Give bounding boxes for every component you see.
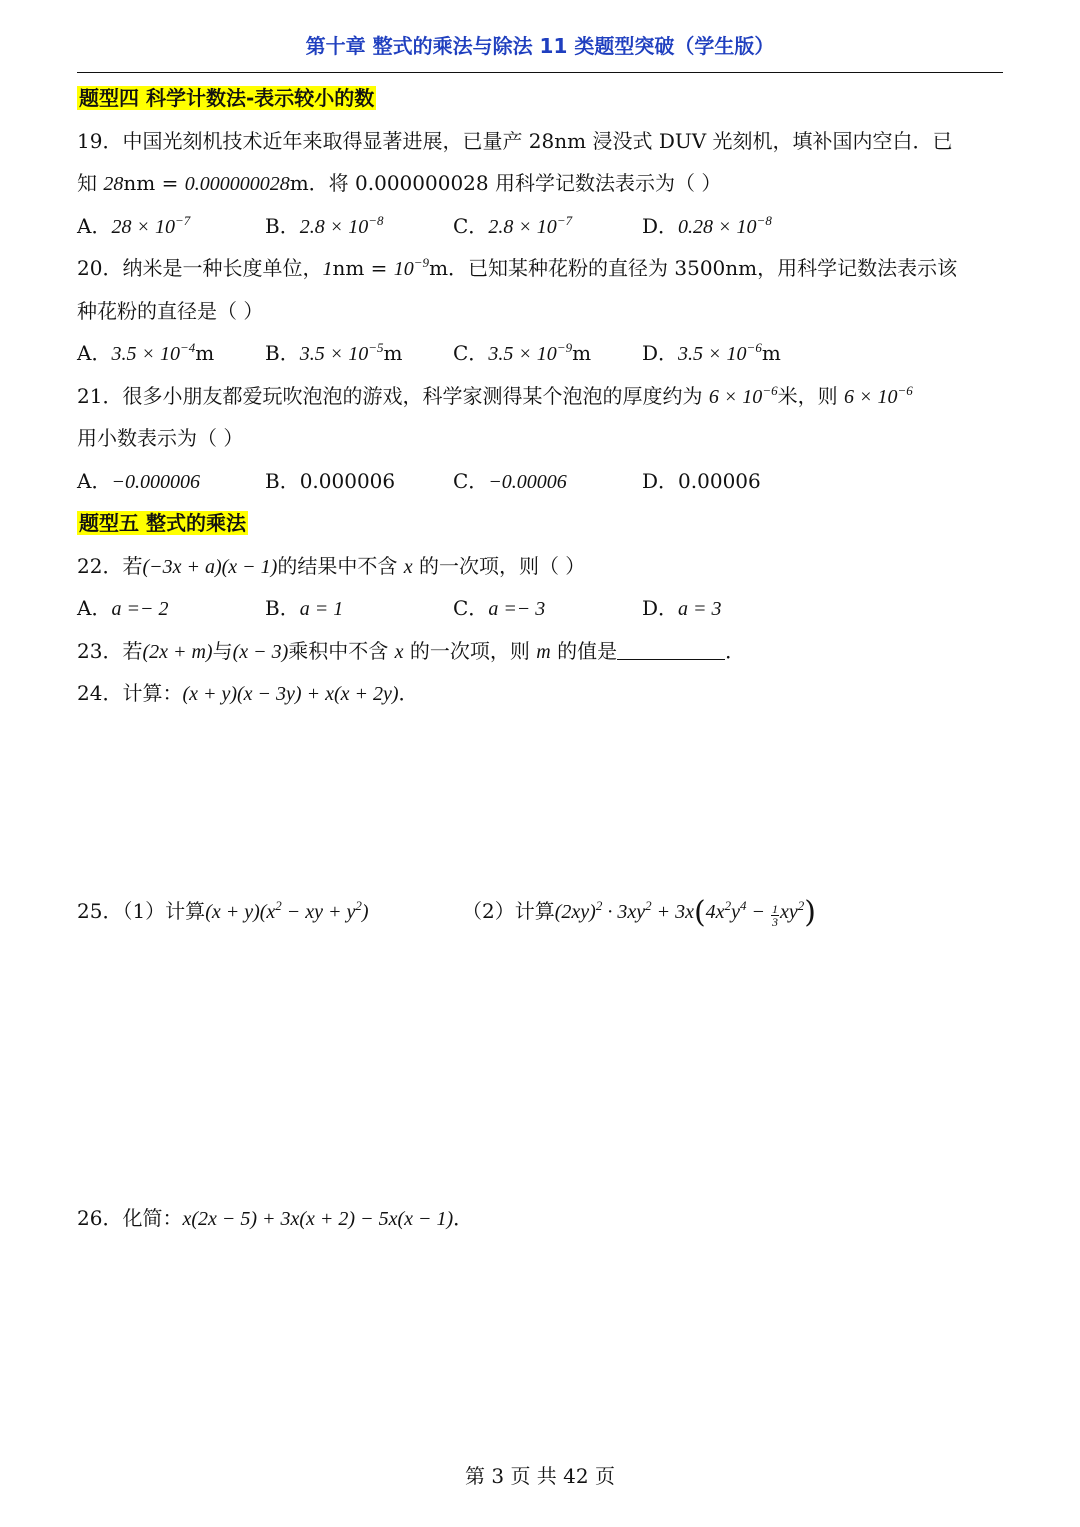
q23-text-b: 与 <box>212 639 233 663</box>
q22-option-c[interactable] <box>453 593 545 624</box>
q25-exp-f2: 2 <box>645 898 652 913</box>
q25-exp-2: 2 <box>355 898 362 913</box>
q20-text-b: nm = <box>332 256 394 280</box>
q23-expr-2: (x − 3) <box>232 641 289 663</box>
option-base: 28 × 10 <box>111 216 175 238</box>
option-value: −0.000006 <box>111 471 200 493</box>
q26-expression: x(2x − 5) + 3x(x + 2) − 5x(x − 1) <box>182 1208 454 1230</box>
option-label: C． <box>453 596 489 620</box>
q20-option-b[interactable] <box>265 338 402 369</box>
q22-option-b[interactable] <box>265 593 343 624</box>
q23-answer-blank[interactable] <box>617 639 725 660</box>
option-value: a =− 3 <box>488 598 546 620</box>
section-5-label: 题型五 整式的乘法 <box>79 511 246 535</box>
q26-text-b: ． <box>453 1206 474 1230</box>
option-exponent: −9 <box>556 340 573 355</box>
option-exponent: −7 <box>556 213 573 228</box>
q25-expr-part-3: ) <box>361 901 369 923</box>
q20-text-c: m．已知某种花粉的直径为 3500nm，用科学记数法表示该 <box>429 256 958 280</box>
q20-exponent: −9 <box>413 255 430 270</box>
question-24 <box>77 678 419 709</box>
question-25 <box>77 896 369 927</box>
q25-left-paren: ( <box>693 895 706 930</box>
q21-math-2: 6 × 10 <box>843 386 898 408</box>
page-header-title: 第十章 整式的乘法与除法 11 类题型突破（学生版） <box>305 34 775 58</box>
q21-exponent-1: −6 <box>762 383 778 398</box>
option-label: B． <box>265 214 300 238</box>
q22-text-a: 22．若 <box>77 554 143 578</box>
option-unit: m <box>572 341 592 365</box>
q25-exp-1: 2 <box>275 898 282 913</box>
option-exponent: −4 <box>179 340 196 355</box>
option-base: 3.5 × 10 <box>488 343 557 365</box>
q19-math-decimal: 0.000000028 <box>184 173 290 195</box>
option-label: C． <box>453 341 489 365</box>
q25-text-b: （2）计算 <box>462 899 555 923</box>
option-value: −0.00006 <box>488 471 567 493</box>
option-label: B． <box>265 341 300 365</box>
q21-option-d[interactable] <box>642 466 761 496</box>
question-26 <box>77 1203 473 1234</box>
option-base: 0.28 × 10 <box>678 216 757 238</box>
option-label: D． <box>642 469 679 493</box>
question-19-line-2 <box>77 168 721 199</box>
q19-option-d[interactable] <box>642 211 772 242</box>
q22-expression: (−3x + a)(x − 1) <box>142 556 278 578</box>
q21-option-c[interactable] <box>453 466 567 497</box>
q25-exp-f1: 2 <box>595 898 603 913</box>
option-exponent: −8 <box>368 213 384 228</box>
q25-expr-part-2: − xy + y <box>281 901 356 923</box>
question-23 <box>77 636 745 667</box>
q25-exp-f5: 2 <box>797 898 805 913</box>
option-base: 3.5 × 10 <box>299 343 369 365</box>
option-label: D． <box>642 596 679 620</box>
q21-exponent-2: −6 <box>897 383 913 398</box>
q22-text-b: 的结果中不含 <box>277 554 404 578</box>
option-value: 0.000006 <box>299 469 396 493</box>
q25-text-a: 25．（1）计算 <box>77 899 206 923</box>
question-21-line-2: 用小数表示为（ ） <box>77 426 244 450</box>
question-25-part-2 <box>462 896 816 928</box>
q22-text-c: 的一次项，则（ ） <box>412 554 586 578</box>
q20-text-a: 20．纳米是一种长度单位， <box>77 256 323 280</box>
q19-option-a[interactable] <box>77 211 190 242</box>
q21-option-b[interactable] <box>265 466 395 496</box>
q21-option-a[interactable] <box>77 466 200 497</box>
q23-text-c: 乘积中不含 <box>288 639 395 663</box>
option-value: a = 1 <box>299 598 344 620</box>
q19-text-a: 知 <box>77 171 104 195</box>
q21-text-b: 米，则 <box>777 384 844 408</box>
q25-expr-n6: − <box>746 901 770 923</box>
option-value: a = 3 <box>678 598 722 620</box>
option-label: C． <box>453 469 489 493</box>
q21-math-1: 6 × 10 <box>708 386 763 408</box>
question-22-line-1 <box>77 551 585 582</box>
q25-exp-f4: 4 <box>739 898 747 913</box>
q25-exp-f3: 2 <box>724 898 732 913</box>
q19-text-b: nm = <box>123 171 185 195</box>
option-label: A． <box>77 469 112 493</box>
option-label: B． <box>265 596 300 620</box>
q20-option-c[interactable] <box>453 338 591 369</box>
q23-text-f: ． <box>725 639 746 663</box>
option-label: A． <box>77 214 112 238</box>
q21-text-a: 21．很多小朋友都爱玩吹泡泡的游戏，科学家测得某个泡泡的厚度约为 <box>77 384 709 408</box>
q26-text-a: 26．化简： <box>77 1206 183 1230</box>
option-label: D． <box>642 214 679 238</box>
option-unit: m <box>195 341 215 365</box>
q22-option-a[interactable] <box>77 593 168 624</box>
option-unit: m <box>761 341 781 365</box>
option-exponent: −7 <box>174 213 191 228</box>
q24-text-b: ． <box>398 681 419 705</box>
q20-math-10: 10 <box>393 258 414 280</box>
option-label: B． <box>265 469 300 493</box>
option-exponent: −5 <box>368 340 384 355</box>
q23-text-a: 23．若 <box>77 639 143 663</box>
q20-option-d[interactable] <box>642 338 781 369</box>
q25-fraction <box>771 903 779 928</box>
q19-option-c[interactable] <box>453 211 572 242</box>
q22-var-x: x <box>403 556 413 578</box>
fraction-denominator: 3 <box>771 915 778 929</box>
option-unit: m <box>383 341 403 365</box>
q25-expr-n3: + 3x <box>651 901 694 923</box>
q19-text-c: m．将 0.000000028 用科学记数法表示为（ ） <box>289 171 722 195</box>
q25-right-paren: ) <box>804 895 816 930</box>
question-20-line-2: 种花粉的直径是（ ） <box>77 299 264 323</box>
option-base: 2.8 × 10 <box>299 216 369 238</box>
option-value: 0.00006 <box>678 469 761 493</box>
option-label: D． <box>642 341 679 365</box>
q23-expr-1: (2x + m) <box>142 641 213 663</box>
option-label: C． <box>453 214 489 238</box>
option-exponent: −8 <box>756 213 772 228</box>
section-heading-4 <box>77 82 376 114</box>
question-19-line-1: 19．中国光刻机技术近年来取得显著进展，已量产 28nm 浸没式 DUV 光刻机，填补国内空白．已 <box>77 129 953 153</box>
q25-expr-n7: xy <box>779 901 798 923</box>
question-20-line-1 <box>77 253 957 284</box>
option-label: A． <box>77 596 112 620</box>
q24-expression: (x + y)(x − 3y) + x(x + 2y) <box>182 683 399 705</box>
question-21-line-1 <box>77 381 913 412</box>
option-value: a =− 2 <box>111 598 169 620</box>
q23-var-x: x <box>394 641 404 663</box>
q20-option-a[interactable] <box>77 338 214 369</box>
q20-math-1: 1 <box>322 258 333 280</box>
section-4-label: 题型四 科学计数法-表示较小的数 <box>79 86 375 110</box>
q23-var-m: m <box>536 641 551 663</box>
q25-expr-n2: · 3xy <box>602 901 646 923</box>
option-label: A． <box>77 341 112 365</box>
q23-text-d: 的一次项，则 <box>403 639 537 663</box>
q25-expr-n1: (2xy) <box>554 901 596 923</box>
q25-expr-part-1: (x + y)(x <box>205 901 276 923</box>
q19-option-b[interactable] <box>265 211 383 242</box>
q25-expr-n4: 4x <box>705 901 725 923</box>
page-footer: 第 3 页 共 42 页 <box>465 1464 615 1488</box>
section-heading-5 <box>77 507 248 539</box>
q25-expr-n5: y <box>731 901 740 923</box>
option-base: 3.5 × 10 <box>111 343 180 365</box>
q23-text-e: 的值是 <box>550 639 618 663</box>
option-base: 2.8 × 10 <box>488 216 557 238</box>
fraction-numerator: 1 <box>771 902 778 916</box>
q22-option-d[interactable] <box>642 593 722 624</box>
q24-text-a: 24．计算： <box>77 681 183 705</box>
q19-math-28: 28 <box>103 173 124 195</box>
header-divider <box>77 72 1003 73</box>
option-base: 3.5 × 10 <box>678 343 747 365</box>
option-exponent: −6 <box>746 340 762 355</box>
